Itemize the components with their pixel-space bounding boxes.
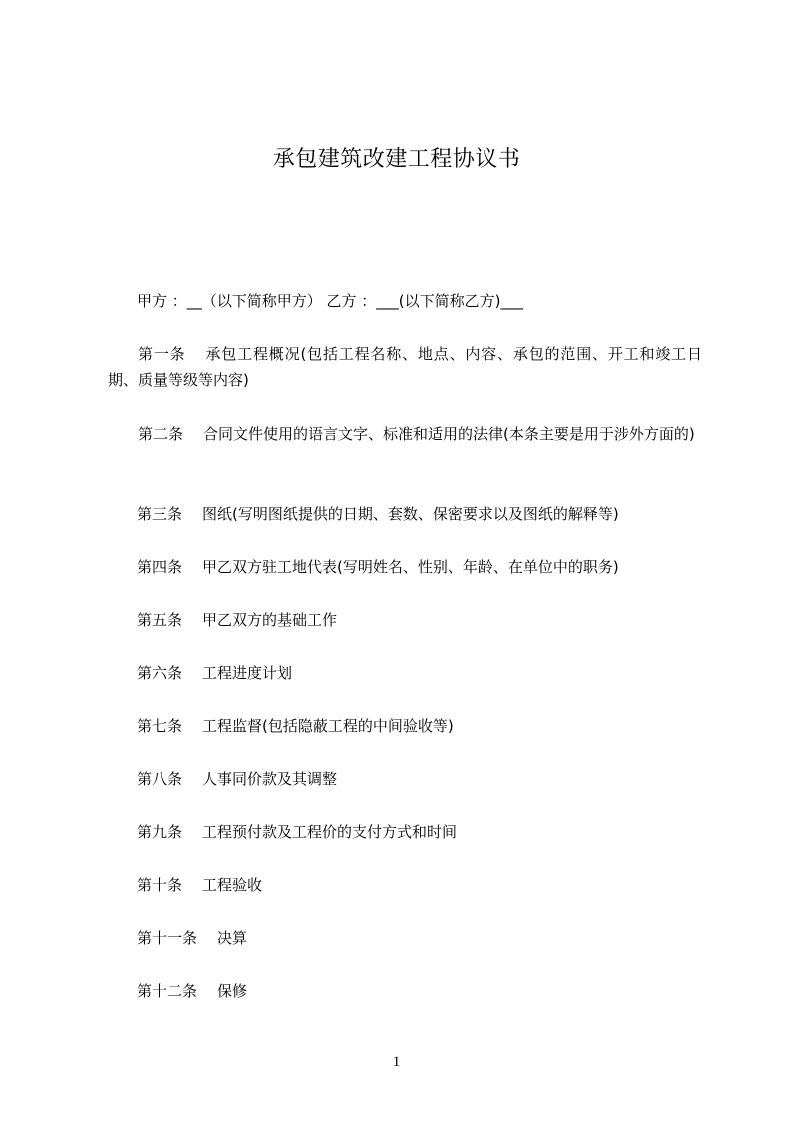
article-11 (108, 925, 702, 951)
article-text: 保修 (217, 982, 248, 1000)
article-number: 第五条 (137, 611, 183, 629)
parties-line: 甲方 ：__（以下简称甲方） 乙方 ：___(以下简称乙方)___ (137, 292, 524, 310)
article-number: 第十二条 (137, 982, 198, 1000)
article-text: 甲乙双方驻工地代表(写明姓名、性别、年龄、在单位中的职务) (202, 558, 619, 576)
article-text: 图纸(写明图纸提供的日期、套数、保密要求以及图纸的解释等) (202, 505, 619, 523)
article-1 (108, 341, 702, 393)
article-text: 工程监督(包括隐蔽工程的中间验收等) (202, 717, 454, 735)
article-number: 第十一条 (137, 929, 198, 947)
article-12 (108, 978, 702, 1004)
article-number: 第七条 (137, 717, 183, 735)
article-text: 工程进度计划 (202, 664, 293, 682)
article-7 (108, 713, 702, 739)
article-text: 甲乙双方的基础工作 (202, 611, 338, 629)
article-6 (108, 660, 702, 686)
article-number: 第十条 (137, 876, 183, 894)
article-3 (108, 501, 702, 527)
article-number: 第一条 (138, 345, 186, 363)
article-number: 第九条 (137, 823, 183, 841)
article-number: 第六条 (137, 664, 183, 682)
article-8 (108, 766, 702, 792)
article-text: 合同文件使用的语言文字、标准和适用的法律(本条主要是用于涉外方面的) (203, 425, 695, 443)
article-4 (108, 554, 702, 580)
article-number: 第四条 (137, 558, 183, 576)
article-number: 第二条 (138, 425, 184, 443)
document-title: 承包建筑改建工程协议书 (272, 147, 521, 172)
article-number: 第三条 (137, 505, 183, 523)
page-number: 1 (392, 1054, 401, 1070)
article-text: 工程验收 (202, 876, 263, 894)
article-9 (108, 819, 702, 845)
article-2 (108, 421, 702, 447)
article-10 (108, 872, 702, 898)
article-5 (108, 607, 702, 633)
article-text: 工程预付款及工程价的支付方式和时间 (202, 823, 458, 841)
article-text: 决算 (217, 929, 248, 947)
article-text: 人事同价款及其调整 (202, 770, 338, 788)
article-text: 承包工程概况(包括工程名称、地点、内容、承包的范围、开工和竣工日期、质量等级等内容) (108, 345, 702, 389)
article-number: 第八条 (137, 770, 183, 788)
